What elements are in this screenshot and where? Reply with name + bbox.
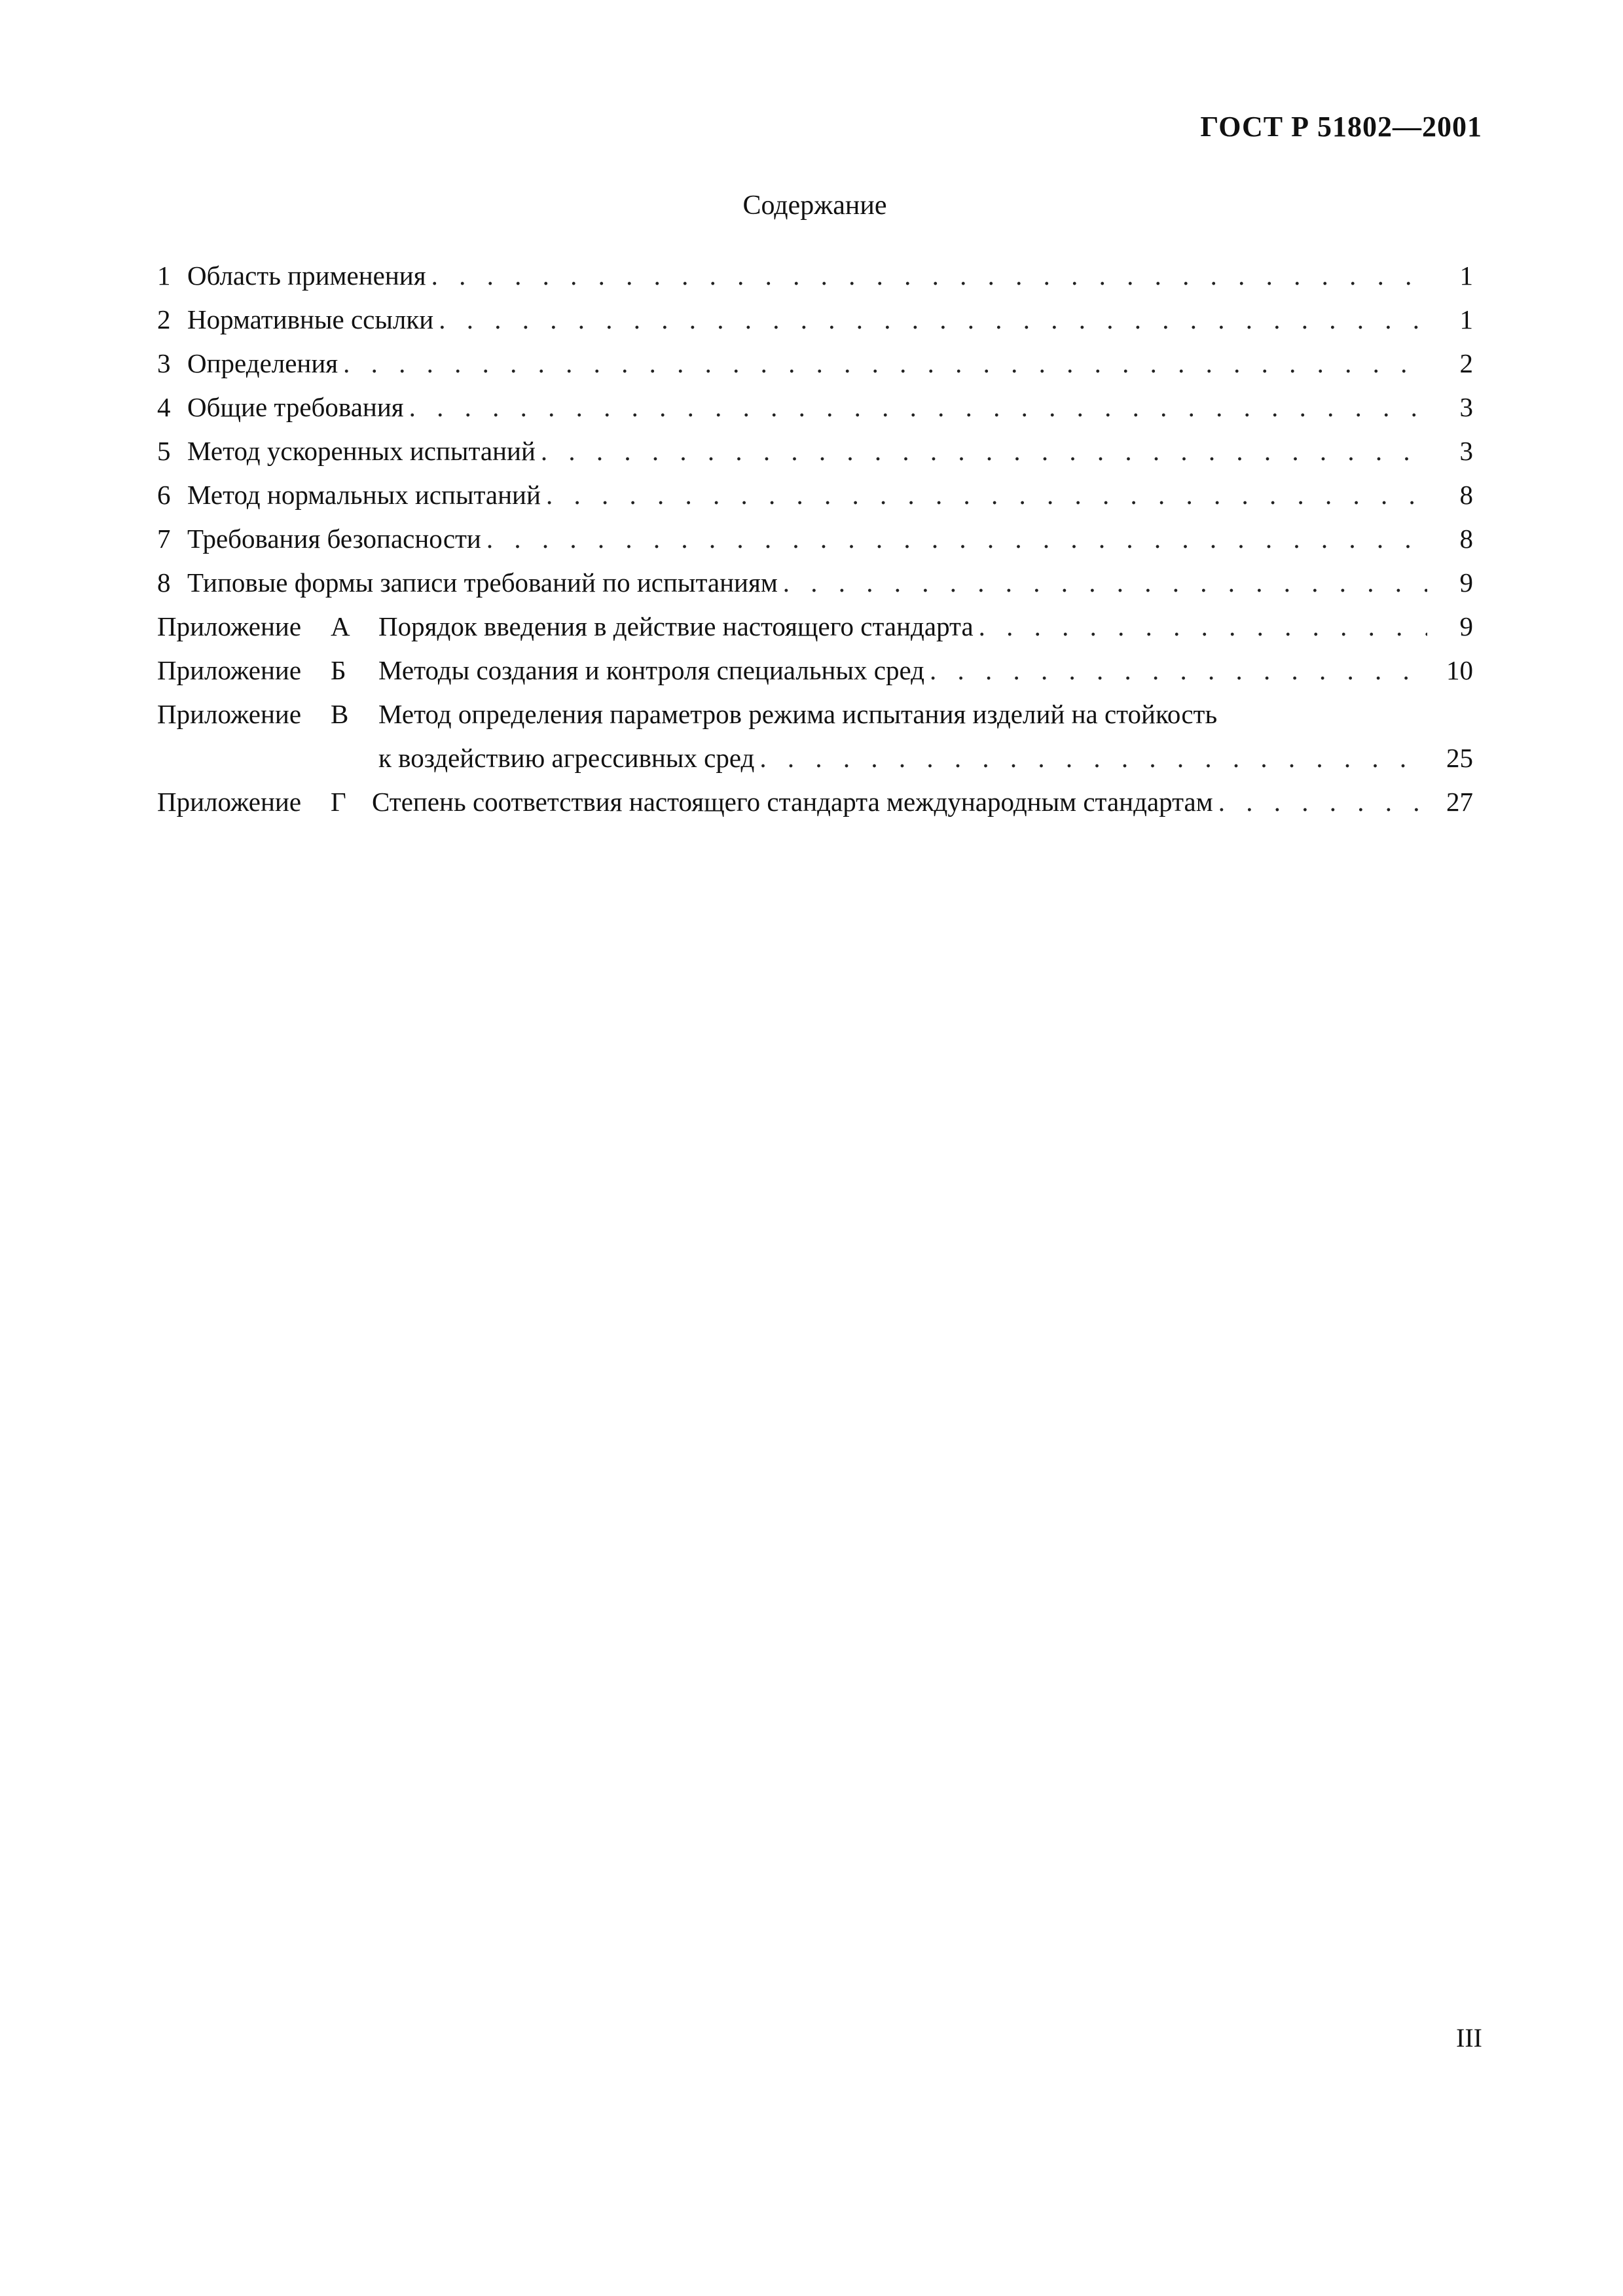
toc-entry-page: 8 (1459, 524, 1473, 554)
toc-entry-title: Общие требования (187, 392, 404, 422)
toc-entry-page: 3 (1459, 392, 1473, 422)
toc-appendix-a[interactable] (157, 605, 1473, 649)
toc-entry-title: Нормативные ссылки (187, 304, 434, 334)
toc-entry-number: 3 (157, 348, 171, 378)
appendix-page: 9 (1459, 611, 1473, 641)
toc-entry-title: Метод нормальных испытаний (187, 480, 541, 510)
toc-entry-page: 8 (1459, 480, 1473, 510)
toc-entry-title: Требования безопасности (187, 524, 481, 554)
toc-entry-number: 4 (157, 392, 171, 422)
appendix-letter: Г (331, 787, 346, 817)
appendix-page: 25 (1446, 743, 1473, 773)
toc-entry-page: 9 (1459, 567, 1473, 598)
appendix-label: Приложение (157, 655, 302, 685)
toc-entry-page: 3 (1459, 436, 1473, 466)
toc-entry-number: 5 (157, 436, 171, 466)
appendix-letter: В (331, 699, 349, 729)
appendix-prefix (157, 605, 378, 649)
toc-entry-4[interactable] (157, 386, 1473, 429)
dot-leader (338, 342, 1427, 386)
toc-entry-5[interactable] (157, 429, 1473, 473)
dot-leader (754, 736, 1427, 780)
appendix-letter: Б (331, 655, 346, 685)
appendix-page: 10 (1446, 655, 1473, 685)
appendix-prefix (157, 692, 378, 736)
page-number: III (1456, 2023, 1482, 2053)
toc-entry-number: 7 (157, 524, 171, 554)
toc-entry-6[interactable] (157, 473, 1473, 517)
toc-entry-3[interactable] (157, 342, 1473, 386)
appendix-label: Приложение (157, 787, 302, 817)
appendix-title-line2: к воздействию агрессивных сред (378, 743, 755, 773)
appendix-prefix (157, 780, 372, 824)
toc-entry-number: 1 (157, 260, 171, 291)
toc-entry-page: 2 (1459, 348, 1473, 378)
toc-entry-page: 1 (1459, 260, 1473, 291)
toc-appendix-v[interactable] (157, 692, 1473, 780)
appendix-title: Степень соответствия настоящего стандарта международным стандартам (372, 787, 1213, 817)
dot-leader (541, 473, 1427, 517)
toc-entry-1[interactable] (157, 254, 1473, 298)
toc-entry-title: Область применения (187, 260, 426, 291)
document-code: ГОСТ Р 51802—2001 (1200, 111, 1482, 143)
appendix-title-line1: Метод определения параметров режима испытания изделий на стойкость (378, 699, 1218, 729)
toc-entry-8[interactable] (157, 561, 1473, 605)
appendix-title: Порядок введения в действие настоящего стандарта (378, 611, 974, 641)
dot-leader (426, 254, 1427, 298)
dot-leader (1213, 780, 1427, 824)
appendix-label: Приложение (157, 611, 302, 641)
appendix-page: 27 (1446, 787, 1473, 817)
toc-entry-title: Определения (187, 348, 338, 378)
toc-entry-page: 1 (1459, 304, 1473, 334)
dot-leader (924, 649, 1427, 692)
dot-leader (404, 386, 1427, 429)
dot-leader (481, 517, 1427, 561)
appendix-letter: А (331, 611, 350, 641)
toc-entry-title: Метод ускоренных испытаний (187, 436, 536, 466)
toc-entry-number: 2 (157, 304, 171, 334)
appendix-prefix (157, 649, 378, 692)
dot-leader (974, 605, 1427, 649)
toc-appendix-b[interactable] (157, 649, 1473, 692)
dot-leader (778, 561, 1427, 605)
toc-entry-2[interactable] (157, 298, 1473, 342)
toc-entry-title: Типовые формы записи требований по испытаниям (187, 567, 778, 598)
toc-appendix-g[interactable] (157, 780, 1473, 824)
dot-leader (433, 298, 1427, 342)
toc-entry-7[interactable] (157, 517, 1473, 561)
toc-entry-number: 6 (157, 480, 171, 510)
appendix-label: Приложение (157, 699, 302, 729)
dot-leader (536, 429, 1427, 473)
toc-title: Содержание (742, 190, 887, 221)
toc-entry-number: 8 (157, 567, 171, 598)
appendix-title: Методы создания и контроля специальных сред (378, 655, 924, 685)
table-of-contents (157, 254, 1473, 824)
